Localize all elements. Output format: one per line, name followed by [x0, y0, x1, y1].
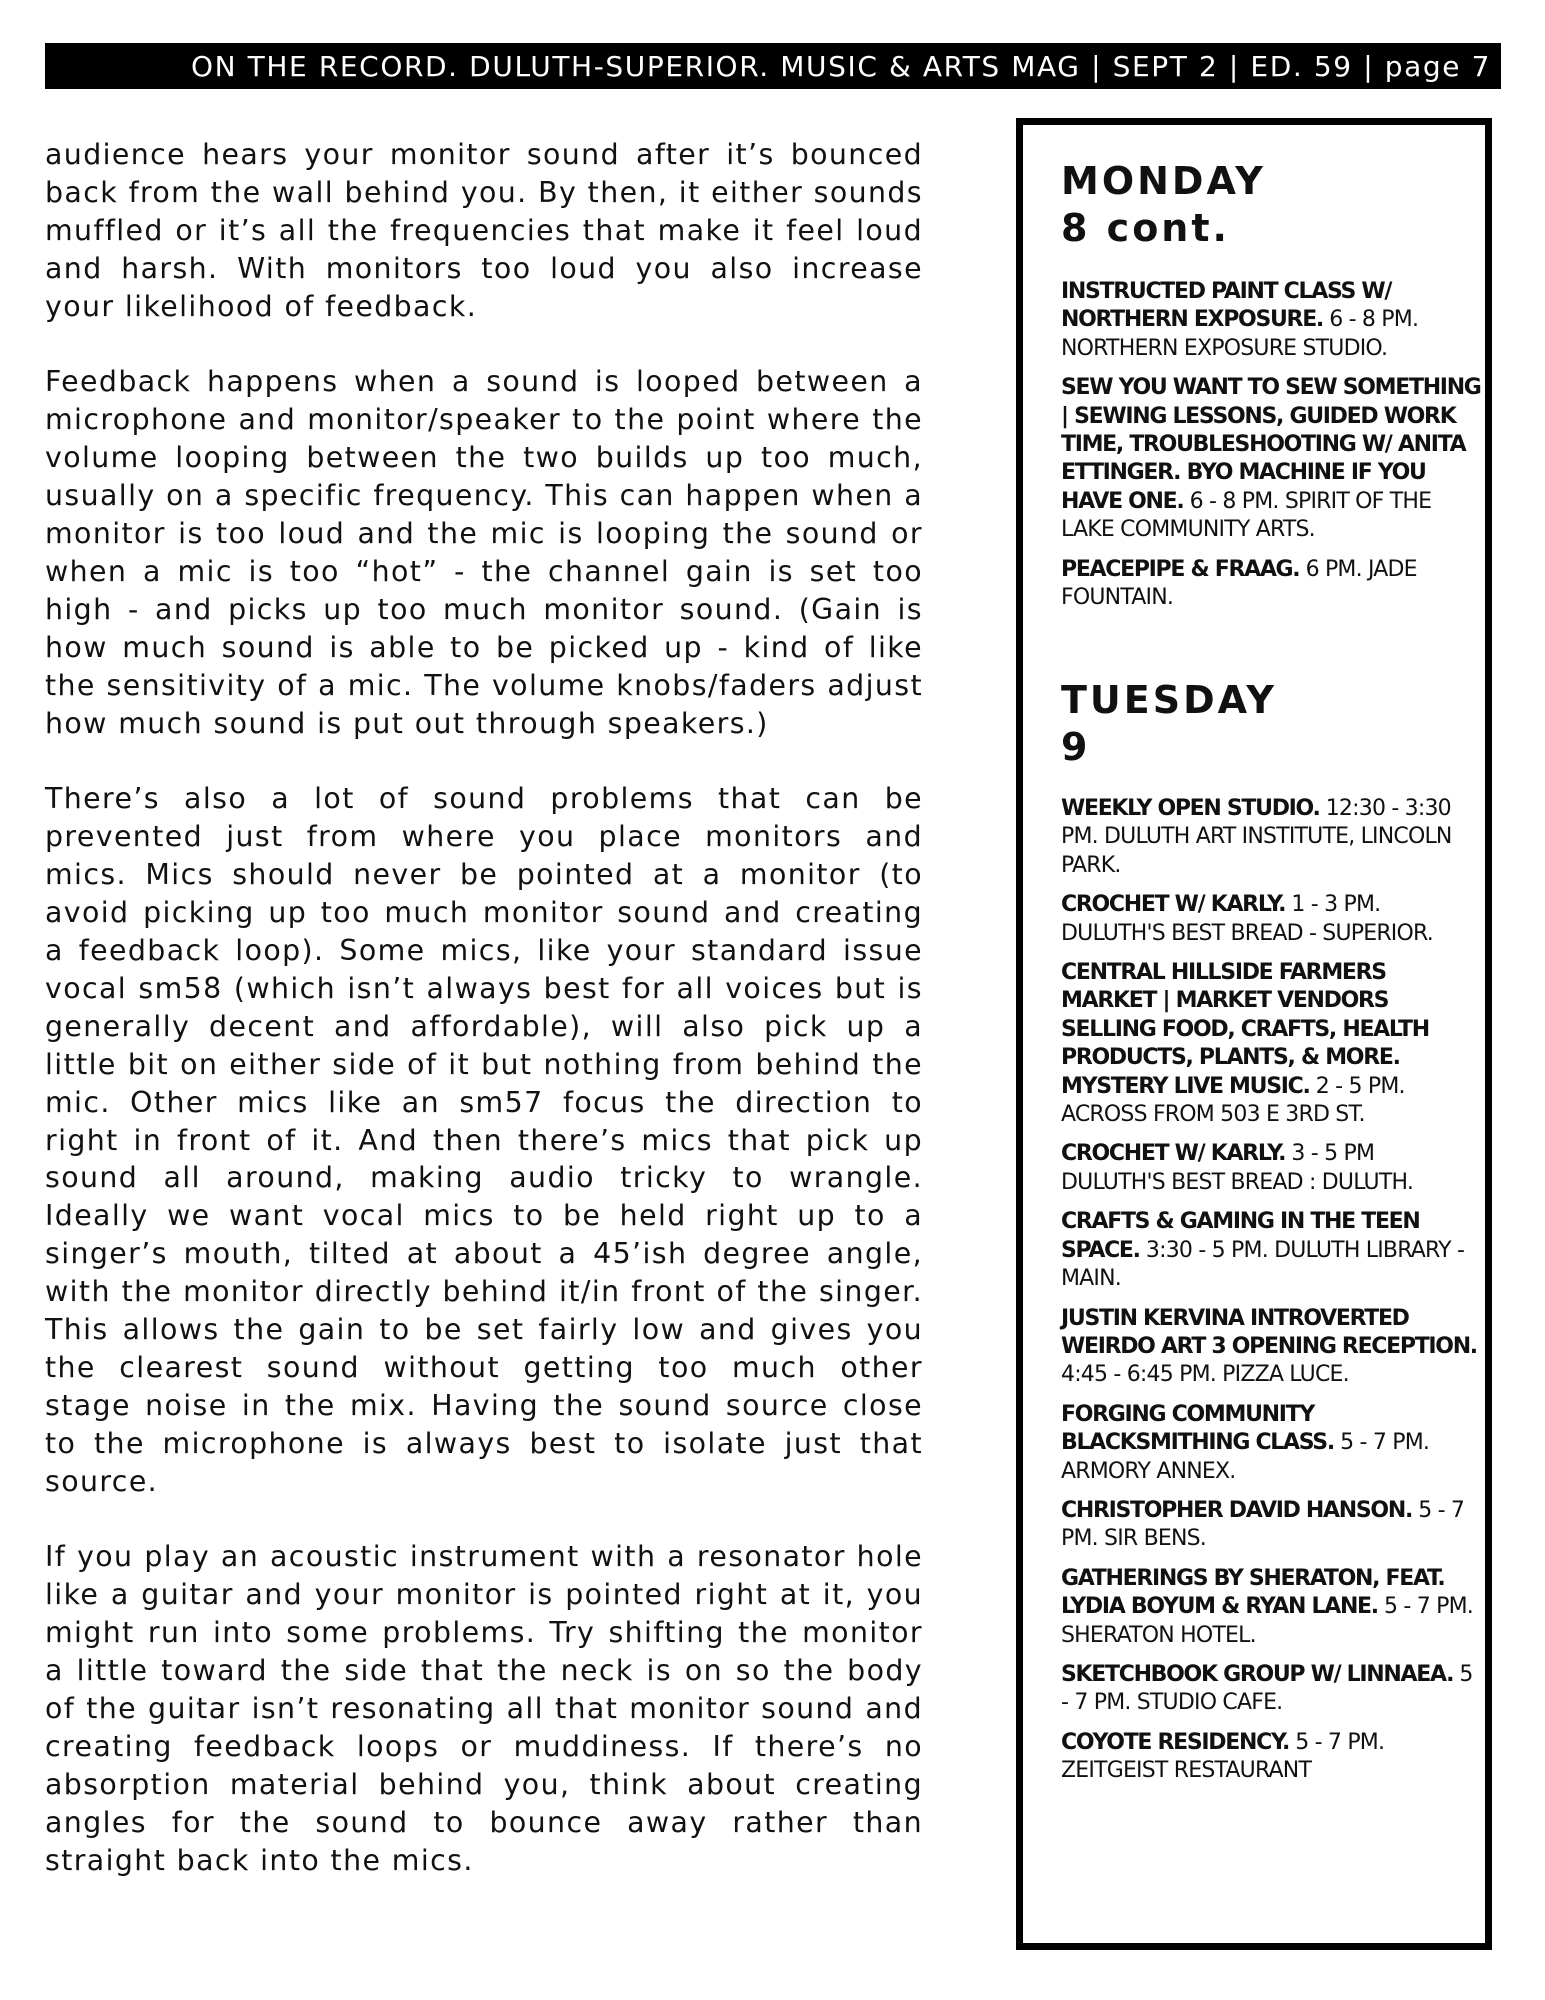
event-details: 5 - 7 PM. SHERATON HOTEL. [1061, 1594, 1474, 1648]
event-details: 3 - 5 PM DULUTH'S BEST BREAD : DULUTH. [1061, 1141, 1414, 1195]
event-name: PEACEPIPE & FRAAG. [1061, 556, 1300, 582]
event-name: CRAFTS & GAMING IN THE TEEN SPACE. [1061, 1209, 1420, 1263]
day-date: 9 [1061, 725, 1091, 769]
event-details: 5 - 7 PM. ZEITGEIST RESTAURANT [1061, 1729, 1385, 1784]
event-details: 3:30 - 5 PM. DULUTH LIBRARY - MAIN. [1061, 1237, 1465, 1292]
event-name: WEEKLY OPEN STUDIO. [1061, 796, 1320, 821]
event-listing [1061, 1729, 1481, 1786]
tuesday-event-list [1061, 795, 1481, 1797]
day-name: MONDAY [1061, 159, 1266, 203]
tuesday-heading [1061, 677, 1277, 771]
event-listing [1061, 1565, 1481, 1650]
event-details: 6 - 8 PM. SPIRIT OF THE LAKE COMMUNITY ARTS. [1061, 488, 1432, 543]
event-listing [1061, 959, 1481, 1129]
masthead-text: ON THE RECORD. DULUTH-SUPERIOR. MUSIC & ARTS MAG | SEPT 2 | ED. 59 | page 7 [191, 49, 1491, 83]
event-listing [1061, 374, 1481, 544]
event-name: FORGING COMMUNITY BLACKSMITHING CLASS. [1061, 1401, 1334, 1456]
event-listing [1061, 795, 1481, 880]
event-listing [1061, 556, 1481, 613]
event-details: 1 - 3 PM. DULUTH'S BEST BREAD - SUPERIOR. [1061, 892, 1433, 946]
event-details: 5 - 7 PM. ARMORY ANNEX. [1061, 1430, 1430, 1484]
event-details: 2 - 5 PM. ACROSS FROM 503 E 3RD ST. [1061, 1073, 1405, 1128]
article-paragraph: audience hears your monitor sound after it’s bounced back from the wall behind you. By then, it either sounds muffled or it’s all the frequencies that make it feel loud and harsh. With monitors too loud you also increase your likelihood of feedback. [45, 138, 923, 323]
event-listing [1061, 1497, 1481, 1554]
event-name: COYOTE RESIDENCY. [1061, 1729, 1289, 1755]
article-paragraph: There’s also a lot of sound problems that can be prevented just from where you place monitors and mics. Mics should never be pointed at a monitor (to avoid picking up too much monitor sound and creating a feedback loop). Some mics, like your standard issue vocal sm58 (which isn’t always best for all voices but is generally decent and affordable), will also pick up a little bit on either side of it but nothing from behind the mic. Other mics like an sm57 focus the direction to right in front of it. And then there’s mics that pick up sound all around, making audio tricky to wrangle. Ideally we want vocal mics to be held right up to a singer’s mouth, tilted at about a 45’ish degree angle, with the monitor directly behind it/in front of the singer. This allows the gain to be set fairly low and gives you the clearest sound without getting too much other stage noise in the mix. Having the sound source close to the microphone is always best to isolate just that source. [45, 782, 923, 1498]
day-date: 8 cont. [1061, 206, 1230, 250]
event-listing [1061, 1401, 1481, 1486]
day-name: TUESDAY [1061, 678, 1277, 722]
monday-heading [1061, 158, 1266, 252]
event-details: 6 PM. JADE FOUNTAIN. [1061, 556, 1417, 611]
article-body [45, 136, 923, 1918]
event-details: 5 - 7 PM. STUDIO CAFE. [1061, 1661, 1473, 1716]
masthead-bar [45, 43, 1501, 89]
event-listing [1061, 1208, 1481, 1293]
event-details: 5 - 7 PM. SIR BENS. [1061, 1497, 1465, 1552]
event-name: INSTRUCTED PAINT CLASS W/ NORTHERN EXPOSURE. [1061, 279, 1392, 333]
event-listing [1061, 1305, 1481, 1390]
event-details: 6 - 8 PM. NORTHERN EXPOSURE STUDIO. [1061, 307, 1419, 361]
monday-event-list [1061, 278, 1481, 623]
event-details: 12:30 - 3:30 PM. DULUTH ART INSTITUTE, LINCOLN PARK. [1061, 796, 1452, 878]
event-listing [1061, 1661, 1481, 1718]
event-details: 4:45 - 6:45 PM. PIZZA LUCE. [1061, 1362, 1349, 1388]
event-name: CENTRAL HILLSIDE FARMERS MARKET | MARKET VENDORS SELLING FOOD, CRAFTS, HEALTH PRODUCTS, PLANTS, & MORE. MYSTERY LIVE MUSIC. [1061, 960, 1429, 1099]
event-name: CROCHET W/ KARLY. [1061, 1141, 1286, 1167]
event-name: GATHERINGS BY SHERATON, FEAT. LYDIA BOYUM & RYAN LANE. [1061, 1565, 1445, 1620]
event-listing [1061, 278, 1481, 363]
event-name: CROCHET W/ KARLY. [1061, 892, 1286, 918]
events-calendar-box [1016, 118, 1492, 1950]
event-name: SEW YOU WANT TO SEW SOMETHING | SEWING LESSONS, GUIDED WORK TIME, TROUBLESHOOTING W/ ANITA ETTINGER. BYO MACHINE IF YOU HAVE ONE. [1061, 375, 1481, 514]
article-paragraph: If you play an acoustic instrument with a resonator hole like a guitar and your monitor is pointed right at it, you might run into some problems. Try shifting the monitor a little toward the side that the neck is on so the body of the guitar isn’t resonating all that monitor sound and creating feedback loops or muddiness. If there’s no absorption material behind you, think about creating angles for the sound to bounce away rather than straight back into the mics. [45, 1540, 923, 1877]
event-name: CHRISTOPHER DAVID HANSON. [1061, 1497, 1412, 1523]
event-listing [1061, 891, 1481, 948]
event-name: JUSTIN KERVINA INTROVERTED WEIRDO ART 3 OPENING RECEPTION. [1061, 1305, 1477, 1359]
event-listing [1061, 1140, 1481, 1197]
article-paragraph: Feedback happens when a sound is looped between a microphone and monitor/speaker to the point where the volume looping between the two builds up too much, usually on a specific frequency. This can happen when a monitor is too loud and the mic is looping the sound or when a mic is too “hot” - the channel gain is set too high - and picks up too much monitor sound. (Gain is how much sound is able to be picked up - kind of like the sensitivity of a mic. The volume knobs/faders adjust how much sound is put out through speakers.) [45, 365, 923, 740]
event-name: SKETCHBOOK GROUP W/ LINNAEA. [1061, 1661, 1454, 1687]
